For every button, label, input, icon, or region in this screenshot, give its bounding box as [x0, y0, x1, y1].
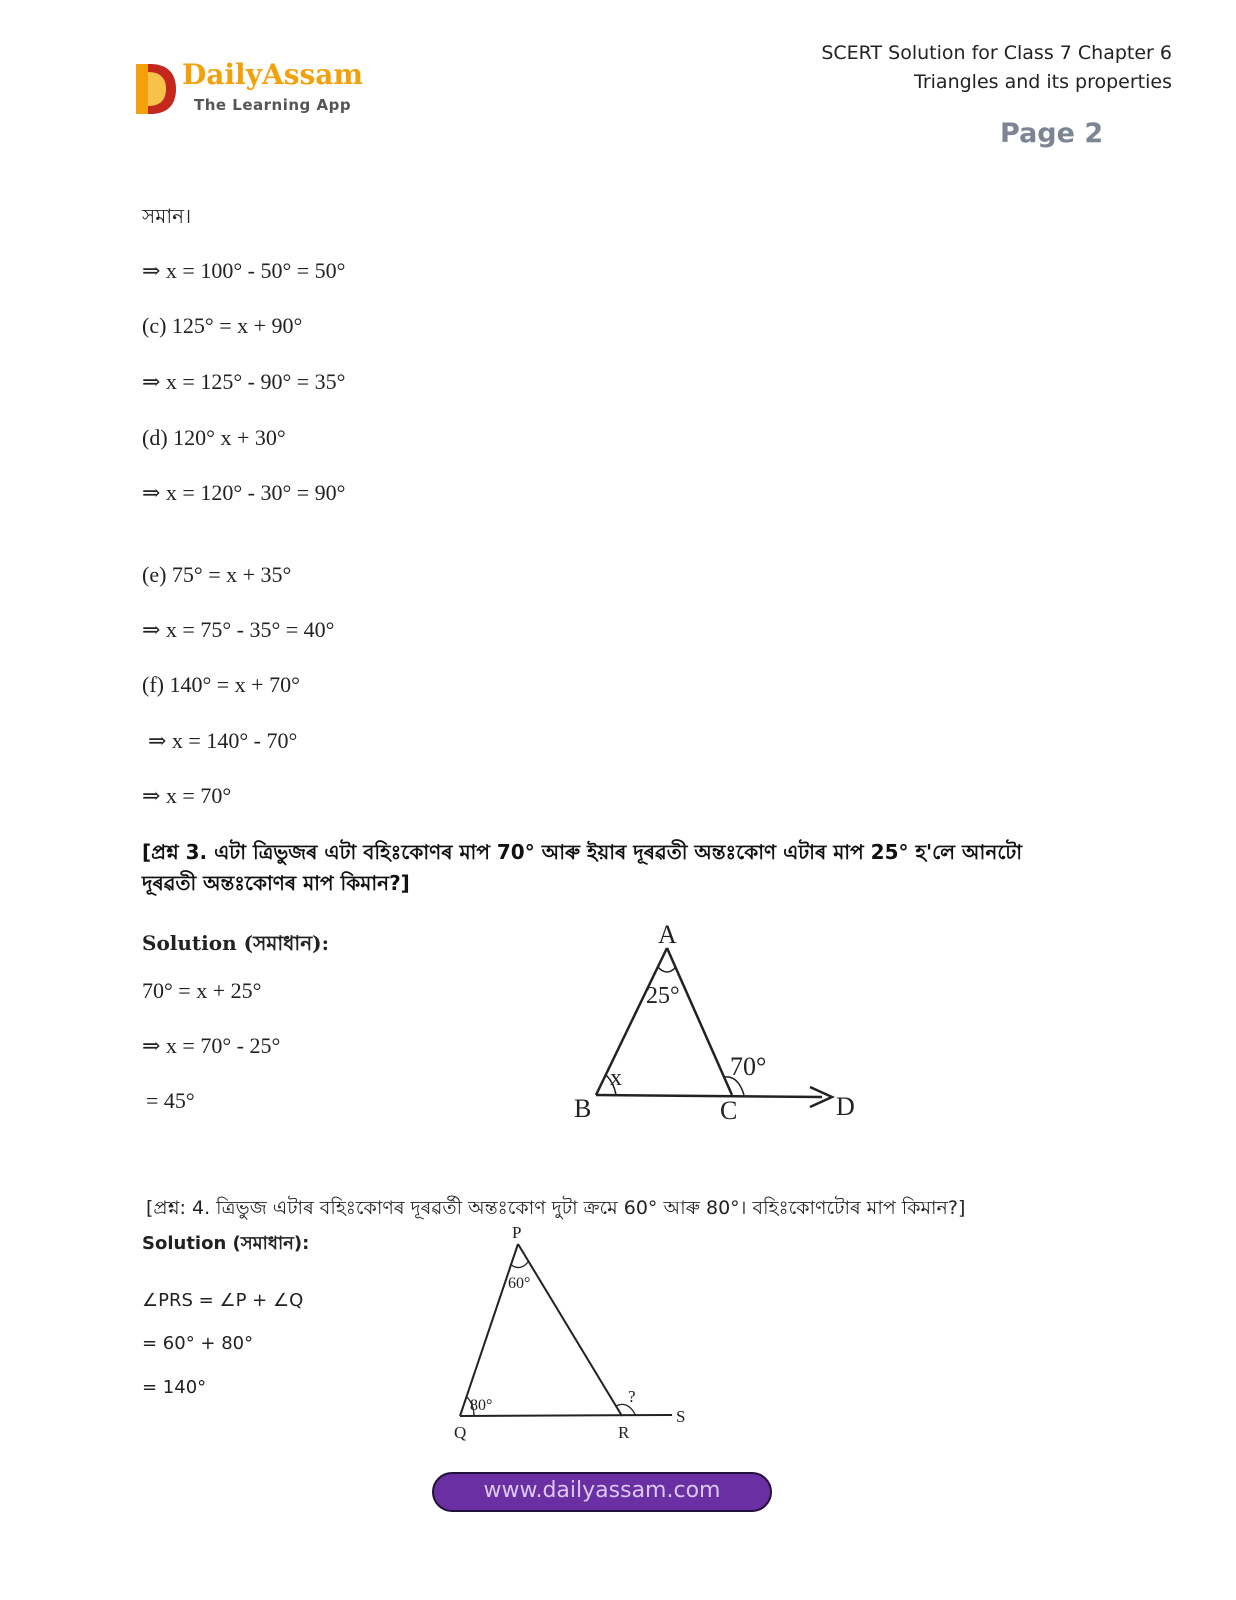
question-3-line2: দূৰৱতী অন্তঃকোণৰ মাপ কিমান?] — [142, 871, 410, 895]
label-p: P — [512, 1223, 522, 1242]
angle-b-value: x — [610, 1065, 622, 1091]
body-line: ⇒ x = 125° - 90° = 35° — [142, 369, 346, 394]
q4-triangle-figure — [440, 1218, 700, 1446]
angle-ext-value: ? — [628, 1387, 636, 1406]
arc-a — [658, 967, 676, 972]
q4-step: ∠PRS = ∠P + ∠Q — [142, 1290, 304, 1311]
body-line: ⇒ x = 140° - 70° — [148, 728, 298, 753]
q3-triangle-figure — [560, 915, 880, 1130]
label-c: C — [720, 1096, 738, 1125]
side-pq — [460, 1244, 518, 1416]
body-line: ⇒ x = 70° — [142, 783, 232, 808]
footer-url[interactable]: www.dailyassam.com — [483, 1478, 721, 1503]
label-s: S — [676, 1407, 686, 1426]
angle-a-value: 25° — [646, 983, 680, 1009]
label-a: A — [658, 920, 677, 949]
angle-q-value: 80° — [470, 1397, 493, 1414]
question-3-line1: [প্ৰশ্ন 3. এটা ত্ৰিভুজৰ এটা বহিঃকোণৰ মাপ 70° আৰু ইয়াৰ দূৰৱতী অন্তঃকোণ এটাৰ মাপ 25° হ'লে আনটো — [142, 840, 1023, 864]
body-line: ⇒ x = 120° - 30° = 90° — [142, 480, 346, 505]
side-ab — [596, 948, 667, 1095]
side-ac — [667, 948, 732, 1095]
ray-qs — [460, 1415, 672, 1416]
body-line: ⇒ x = 75° - 35° = 40° — [142, 617, 335, 642]
body-line: (f) 140° = x + 70° — [142, 672, 300, 697]
label-r: R — [618, 1423, 630, 1442]
body-line: সমান। — [142, 204, 192, 228]
q3-step: ⇒ x = 70° - 25° — [142, 1033, 281, 1058]
side-pr — [518, 1244, 622, 1416]
label-q: Q — [454, 1423, 467, 1442]
q4-step: = 140° — [142, 1377, 207, 1398]
document-title-line2: Triangles and its properties — [914, 71, 1172, 93]
body-line: (d) 120° x + 30° — [142, 425, 286, 450]
q3-step: 70° = x + 25° — [142, 978, 262, 1003]
q3-solution-label: Solution (সমাধান): — [142, 931, 329, 955]
question-4: [প্ৰশ্ন: 4. ত্ৰিভুজ এটাৰ বহিঃকোণৰ দূৰৱৰ্তী অন্তঃকোণ দুটা ক্ৰমে 60° আৰু 80°। বহিঃকোণটোৰ মাপ কিমান?] — [146, 1197, 966, 1219]
brand-name: DailyAssam — [182, 58, 363, 91]
page-number: Page 2 — [1000, 118, 1104, 149]
q4-step: = 60° + 80° — [142, 1333, 254, 1354]
angle-ext-value: 70° — [730, 1052, 767, 1081]
ray-bd — [596, 1095, 822, 1097]
document-title-line1: SCERT Solution for Class 7 Chapter 6 — [821, 42, 1172, 64]
angle-p-value: 60° — [508, 1275, 531, 1292]
label-b: B — [574, 1094, 592, 1123]
q4-solution-label: Solution (সমাধান): — [142, 1233, 310, 1254]
logo-d-icon — [132, 60, 178, 118]
body-line: ⇒ x = 100° - 50° = 50° — [142, 258, 346, 283]
label-d: D — [836, 1092, 855, 1121]
q3-step: = 45° — [146, 1088, 195, 1113]
brand-tagline: The Learning App — [194, 96, 352, 114]
body-line: (c) 125° = x + 90° — [142, 313, 303, 338]
body-line: (e) 75° = x + 35° — [142, 562, 292, 587]
